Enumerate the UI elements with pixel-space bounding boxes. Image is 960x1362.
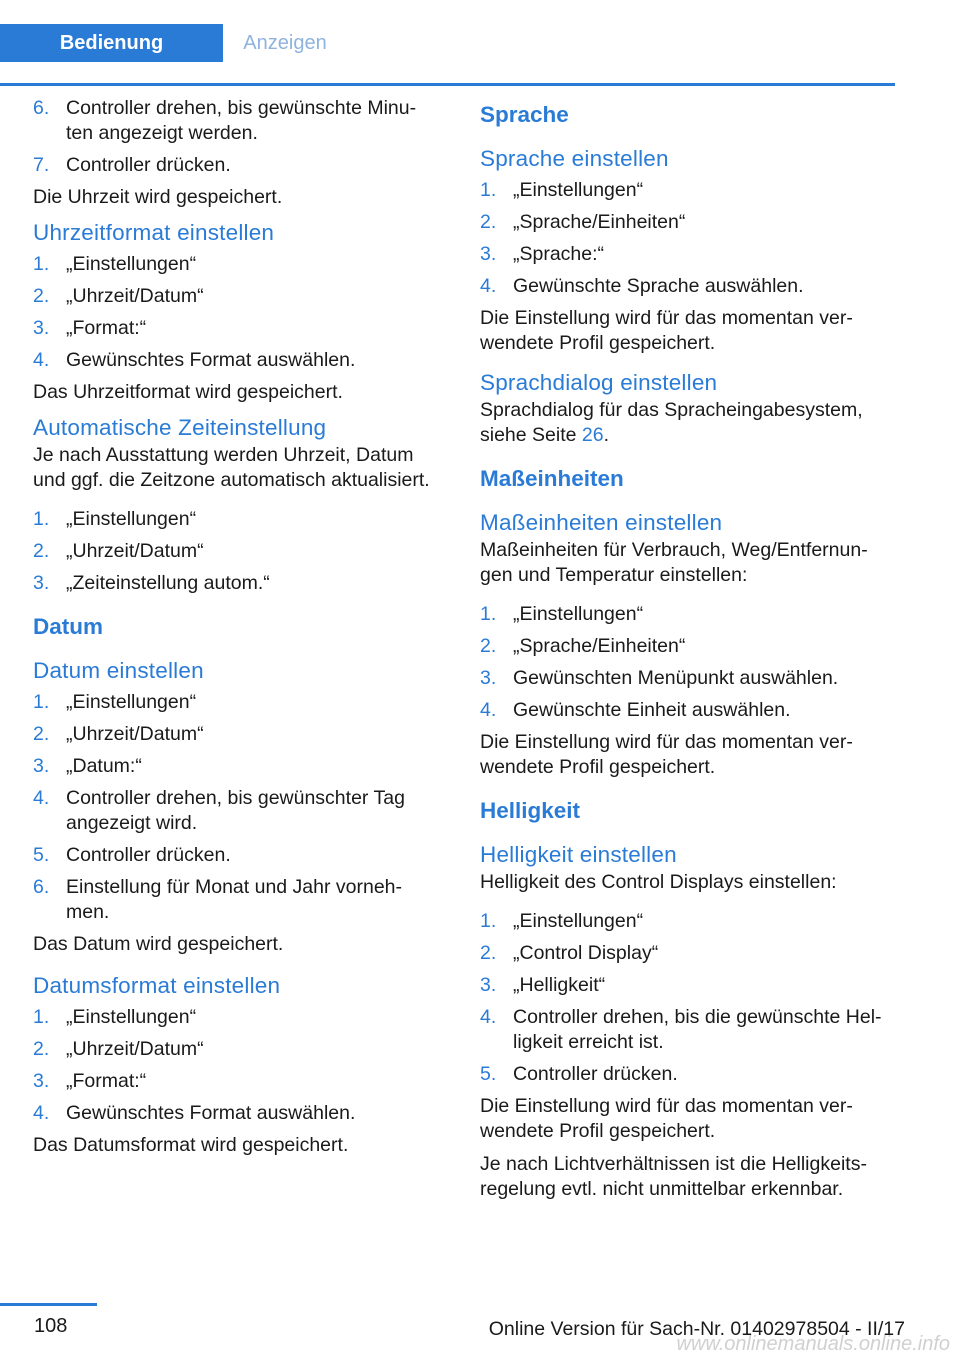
step-text: „Format:“ [66, 1070, 147, 1092]
list-item [480, 242, 895, 267]
header-tabs [0, 24, 895, 62]
paragraph: Maßeinheiten für Verbrauch, Weg/Entfernun-gen und Temperatur einstellen: [480, 539, 868, 586]
step-number: 2. [33, 540, 50, 562]
step-text: „Datum:“ [66, 755, 142, 777]
step-text: Einstellung für Monat und Jahr vorneh-men. [66, 876, 403, 923]
step-text: Controller drehen, bis gewünschter Tag angezeigt wird. [66, 787, 405, 834]
paragraph: Helligkeit des Control Displays einstellen: [480, 871, 837, 893]
list-item [33, 875, 443, 925]
step-text: „Zeiteinstellung autom.“ [66, 572, 270, 594]
heading-sprache-einstellen: Sprache einstellen [480, 146, 669, 171]
heading-auto-zeiteinstellung: Automatische Zeiteinstellung [33, 415, 327, 440]
step-number: 4. [480, 1006, 497, 1028]
step-text: Controller drehen, bis die gewünschte Hel-ligkeit erreicht ist. [513, 1006, 882, 1053]
list-item [480, 909, 895, 934]
step-text: Gewünschtes Format auswählen. [66, 349, 356, 371]
list-item [33, 754, 443, 779]
section-title-helligkeit: Helligkeit [480, 798, 581, 823]
step-text: „Einstellungen“ [66, 508, 197, 530]
step-number: 2. [33, 1038, 50, 1060]
section-title-masseinheiten: Maßeinheiten [480, 466, 624, 491]
step-text: „Helligkeit“ [513, 974, 606, 996]
step-number: 1. [480, 603, 497, 625]
step-number: 2. [480, 211, 497, 233]
heading-datum-einstellen: Datum einstellen [33, 658, 204, 683]
step-text: Gewünschte Einheit auswählen. [513, 699, 791, 721]
step-number: 5. [33, 844, 50, 866]
step-text: Controller drücken. [513, 1063, 678, 1085]
step-number: 1. [33, 691, 50, 713]
step-number: 5. [480, 1063, 497, 1085]
step-number: 6. [33, 97, 50, 119]
footer-rule [0, 1303, 97, 1306]
step-number: 1. [33, 508, 50, 530]
step-number: 1. [480, 910, 497, 932]
step-number: 2. [33, 723, 50, 745]
paragraph: Je nach Lichtverhältnissen ist die Helligkeits-regelung evtl. nicht unmittelbar erkennbar. [480, 1153, 867, 1200]
list-item [480, 1005, 895, 1055]
step-text: Gewünschte Sprache auswählen. [513, 275, 804, 297]
list-item [33, 690, 443, 715]
step-number: 4. [33, 349, 50, 371]
step-text: „Sprache/Einheiten“ [513, 635, 686, 657]
step-number: 3. [480, 667, 497, 689]
list-item [33, 722, 443, 747]
list-item [33, 571, 443, 596]
right-column [480, 96, 895, 1210]
step-number: 3. [480, 243, 497, 265]
heading-sprachdialog: Sprachdialog einstellen [480, 370, 718, 395]
list-item [33, 1037, 443, 1062]
step-text: „Uhrzeit/Datum“ [66, 285, 204, 307]
list-item [480, 666, 895, 691]
step-number: 3. [33, 317, 50, 339]
step-number: 2. [480, 942, 497, 964]
list-item [33, 284, 443, 309]
step-number: 1. [33, 253, 50, 275]
list-item [480, 274, 895, 299]
paragraph: Die Einstellung wird für das momentan ver-wendete Profil gespeichert. [480, 307, 853, 354]
step-text: „Uhrzeit/Datum“ [66, 540, 204, 562]
list-item [480, 1062, 895, 1087]
list-item [33, 153, 443, 178]
section-title-datum: Datum [33, 614, 104, 639]
step-number: 2. [33, 285, 50, 307]
list-item [33, 507, 443, 532]
paragraph: Das Datumsformat wird gespeichert. [33, 1134, 349, 1156]
step-text: „Sprache/Einheiten“ [513, 211, 686, 233]
step-text: Controller drücken. [66, 154, 231, 176]
list-item [480, 973, 895, 998]
heading-uhrzeitformat: Uhrzeitformat einstellen [33, 220, 275, 245]
step-text: Controller drücken. [66, 844, 231, 866]
list-item [33, 1069, 443, 1094]
step-number: 3. [33, 1070, 50, 1092]
section-title-sprache: Sprache [480, 102, 569, 127]
paragraph-text: . [603, 424, 610, 446]
list-item [480, 602, 895, 627]
paragraph: Je nach Ausstattung werden Uhrzeit, Datum und ggf. die Zeitzone automatisch aktualisiert. [33, 444, 430, 491]
step-number: 2. [480, 635, 497, 657]
step-number: 7. [33, 154, 50, 176]
step-text: „Format:“ [66, 317, 147, 339]
list-item [33, 1005, 443, 1030]
page-link[interactable]: 26 [581, 424, 604, 446]
step-text: „Uhrzeit/Datum“ [66, 1038, 204, 1060]
tab-anzeigen[interactable]: Anzeigen [243, 32, 327, 54]
list-item [480, 941, 895, 966]
step-text: „Uhrzeit/Datum“ [66, 723, 204, 745]
list-item [480, 178, 895, 203]
list-item [33, 539, 443, 564]
watermark: www.onlinemanuals.online.info [676, 1333, 950, 1355]
paragraph: Das Datum wird gespeichert. [33, 933, 284, 955]
list-item [33, 786, 443, 836]
step-number: 4. [480, 275, 497, 297]
list-item [480, 634, 895, 659]
paragraph: Das Uhrzeitformat wird gespeichert. [33, 381, 343, 403]
left-column [33, 96, 443, 1166]
step-number: 3. [480, 974, 497, 996]
list-item [33, 252, 443, 277]
list-item [480, 210, 895, 235]
step-text: „Sprache:“ [513, 243, 605, 265]
step-text: „Einstellungen“ [513, 179, 644, 201]
header-rule [0, 83, 895, 86]
heading-masseinheiten-einstellen: Maßeinheiten einstellen [480, 510, 723, 535]
step-number: 1. [33, 1006, 50, 1028]
step-text: „Einstellungen“ [513, 910, 644, 932]
paragraph-text: Sprachdialog für das Spracheingabesystem, siehe Seite [480, 399, 863, 446]
list-item [33, 316, 443, 341]
paragraph: Die Einstellung wird für das momentan ver-wendete Profil gespeichert. [480, 731, 853, 778]
step-number: 3. [33, 755, 50, 777]
step-number: 4. [480, 699, 497, 721]
paragraph: Die Einstellung wird für das momentan ver-wendete Profil gespeichert. [480, 1095, 853, 1142]
heading-helligkeit-einstellen: Helligkeit einstellen [480, 842, 677, 867]
list-item [33, 1101, 443, 1126]
paragraph: Die Uhrzeit wird gespeichert. [33, 186, 283, 208]
step-number: 4. [33, 1102, 50, 1124]
step-text: „Einstellungen“ [66, 253, 197, 275]
list-item [33, 96, 443, 146]
step-number: 4. [33, 787, 50, 809]
online-version-note: Online Version für Sach-Nr. 01402978504 - II/17 [488, 1318, 905, 1340]
step-text: Gewünschten Menüpunkt auswählen. [513, 667, 839, 689]
step-text: „Einstellungen“ [513, 603, 644, 625]
list-item [480, 698, 895, 723]
step-text: „Einstellungen“ [66, 691, 197, 713]
step-text: Controller drehen, bis gewünschte Minu-ten angezeigt werden. [66, 97, 417, 144]
tab-bedienung[interactable]: Bedienung [0, 24, 223, 62]
step-text: Gewünschtes Format auswählen. [66, 1102, 356, 1124]
page-number: 108 [34, 1315, 68, 1337]
step-text: „Control Display“ [513, 942, 659, 964]
step-text: „Einstellungen“ [66, 1006, 197, 1028]
step-number: 6. [33, 876, 50, 898]
list-item [33, 348, 443, 373]
paragraph [480, 398, 895, 448]
heading-datumsformat: Datumsformat einstellen [33, 973, 281, 998]
step-number: 1. [480, 179, 497, 201]
list-item [33, 843, 443, 868]
step-number: 3. [33, 572, 50, 594]
